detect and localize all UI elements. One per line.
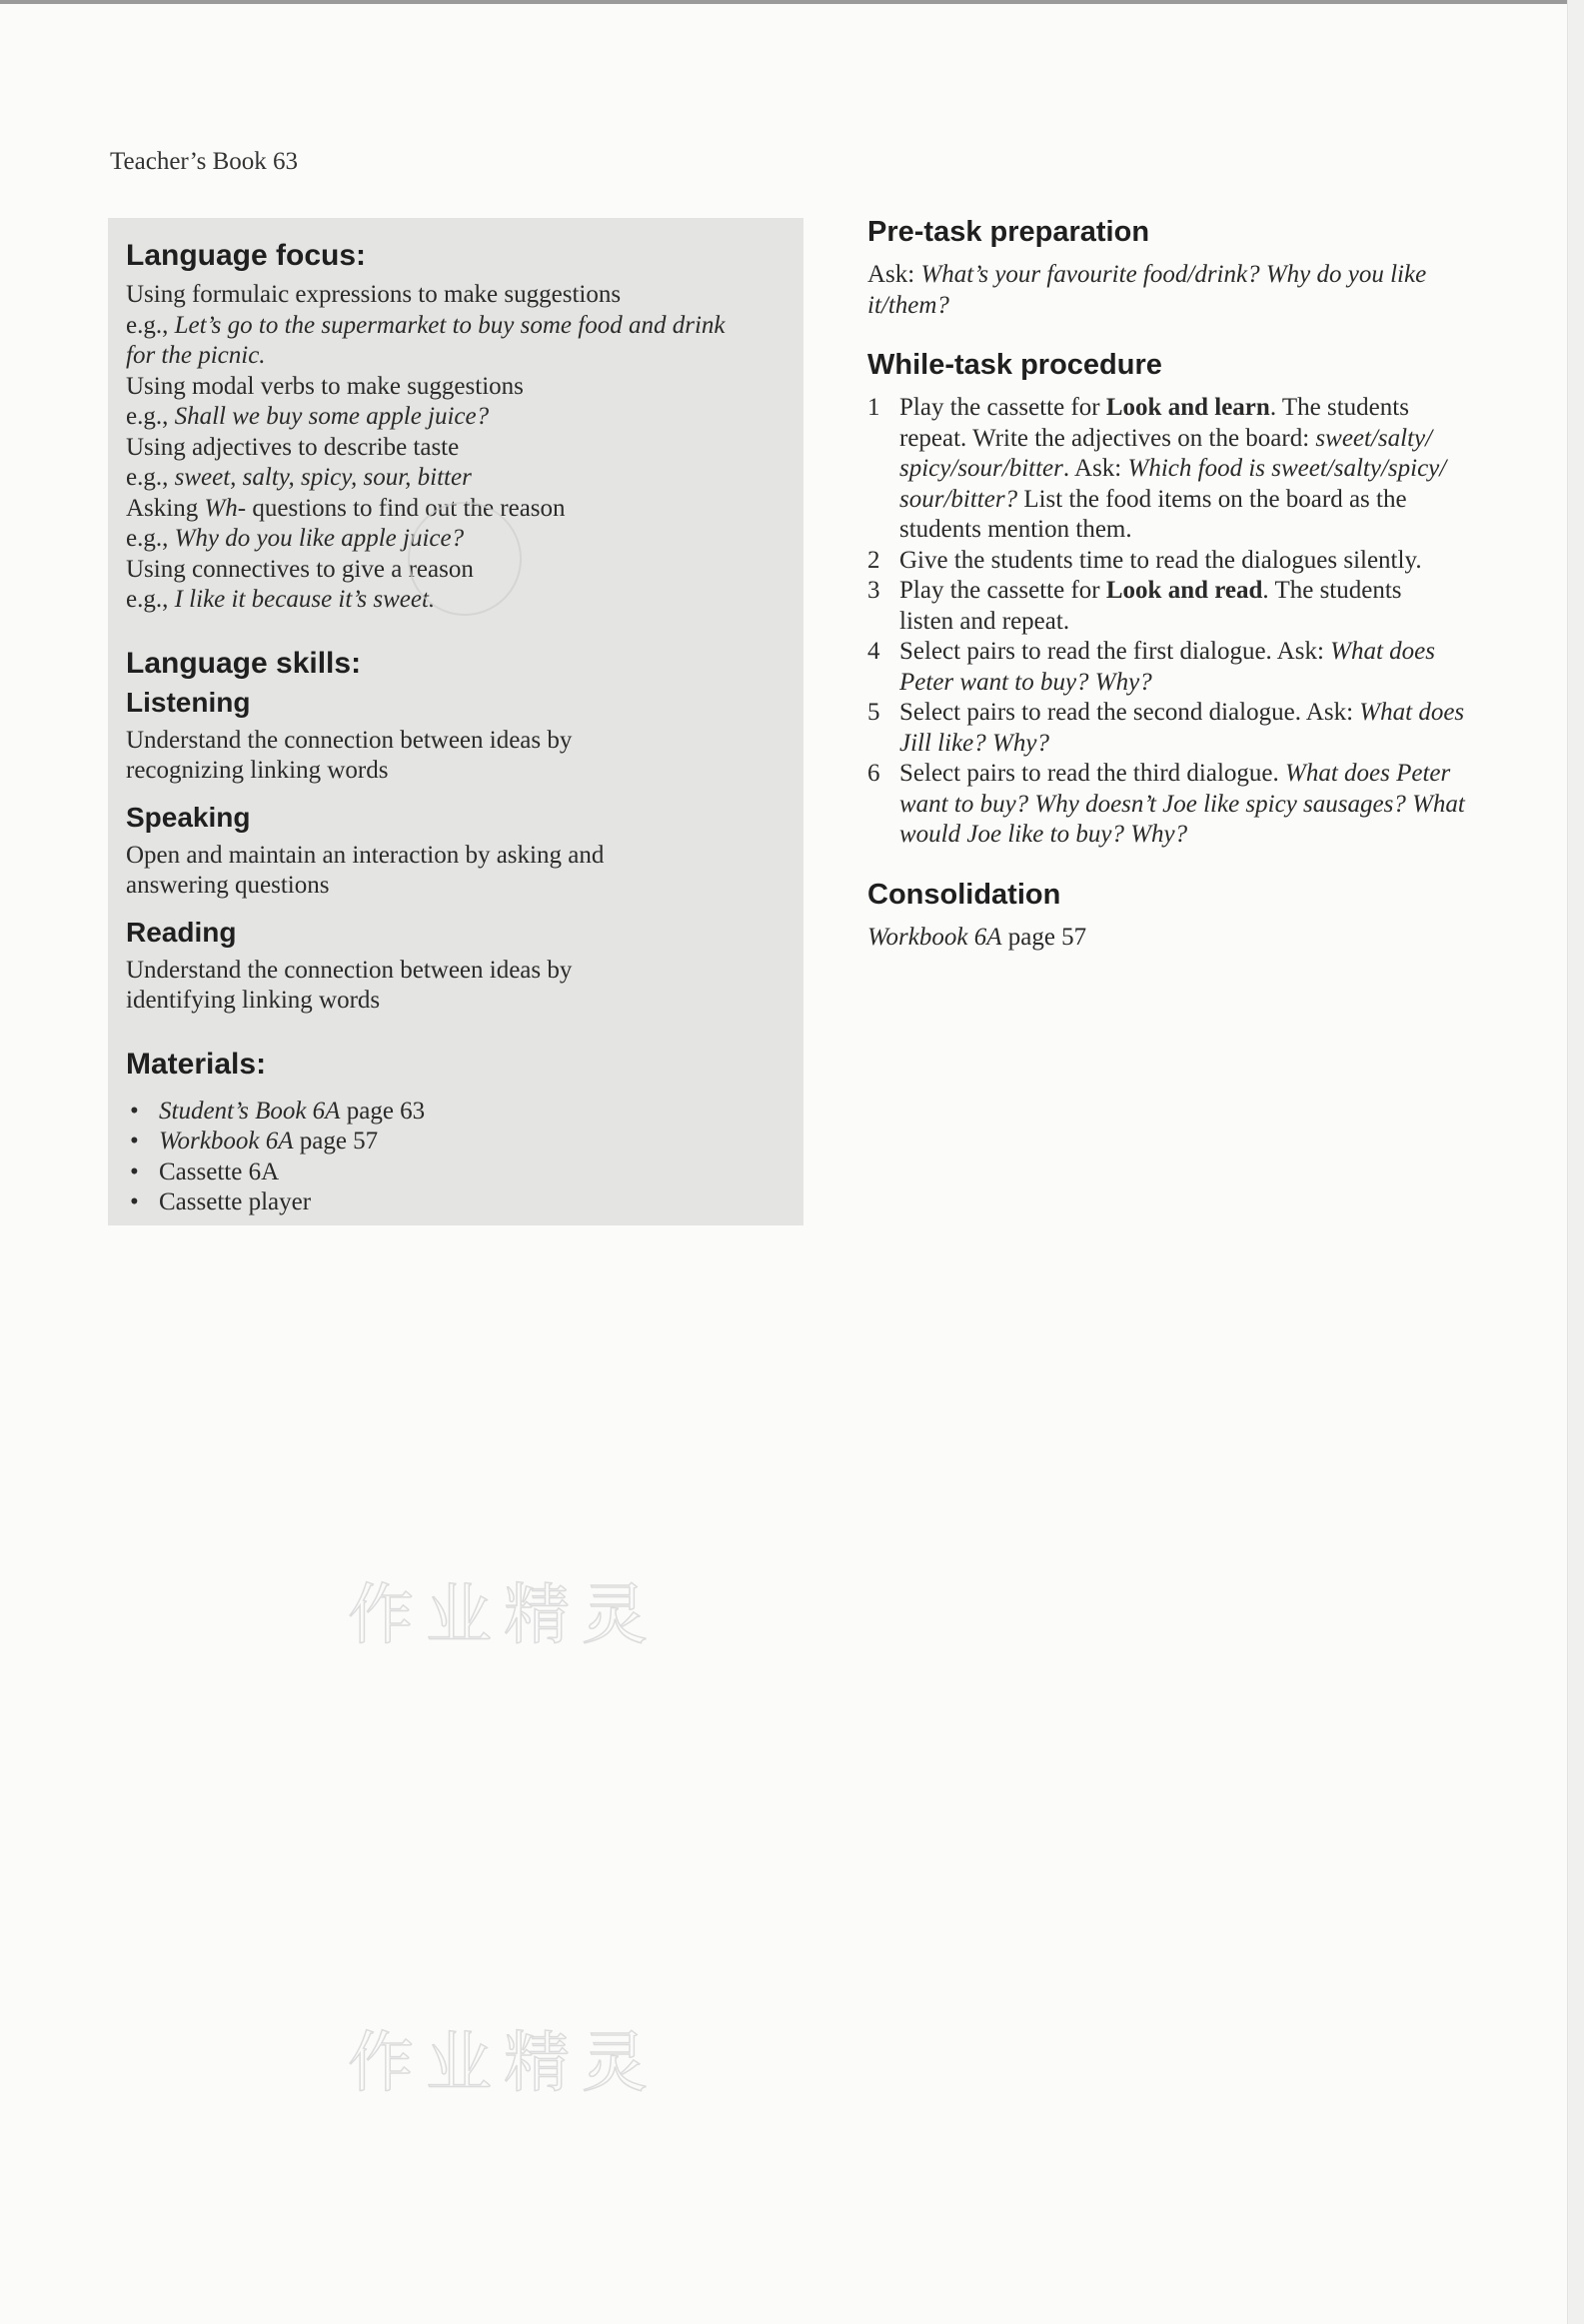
- list-item: 3 Play the cassette for Look and read. The students listen and repeat.: [867, 577, 1402, 635]
- skill-line: Understand the connection between ideas by: [126, 956, 573, 984]
- list-item: 2 Give the students time to read the dialogues silently.: [867, 546, 1422, 574]
- language-focus-title: Language focus:: [126, 239, 367, 272]
- skill-line: answering questions: [126, 872, 330, 899]
- focus-line: e.g., Let’s go to the supermarket to buy some food and drink: [126, 311, 726, 339]
- reading-body: [126, 956, 784, 1017]
- list-item: • Student’s Book 6A page 63: [130, 1097, 426, 1125]
- speaking-body: [126, 841, 784, 902]
- focus-line: e.g., sweet, salty, spicy, sour, bitter: [126, 464, 472, 491]
- skill-line: Open and maintain an interaction by asking and: [126, 841, 605, 869]
- skill-line: identifying linking words: [126, 987, 381, 1014]
- focus-line: e.g., Why do you like apple juice?: [126, 525, 465, 552]
- steps-list: [867, 393, 1557, 851]
- focus-line: Using adjectives to describe taste: [126, 433, 460, 461]
- skill-line: recognizing linking words: [126, 757, 389, 784]
- page-header: Teacher’s Book 63: [110, 148, 299, 175]
- focus-line: Using connectives to give a reason: [126, 555, 474, 583]
- list-item: • Workbook 6A page 57: [130, 1128, 379, 1155]
- watermark: 作业精灵: [348, 1576, 660, 1653]
- focus-line: Asking Wh- questions to find out the reason: [126, 494, 566, 522]
- list-item: 4 Select pairs to read the first dialogue. Ask: What does Peter want to buy? Why?: [867, 638, 1435, 696]
- skill-line: Understand the connection between ideas by: [126, 726, 573, 754]
- objectives-panel: [108, 218, 803, 1225]
- focus-line: e.g., Shall we buy some apple juice?: [126, 403, 490, 430]
- page-edge: [1567, 0, 1584, 2324]
- consolidation-body: Workbook 6A page 57: [867, 923, 1087, 951]
- top-border: [0, 0, 1584, 4]
- consolidation-section: [867, 877, 1557, 954]
- whiletask-section: [867, 347, 1557, 851]
- pretask-body: Ask: What’s your favourite food/drink? Why do you like it/them?: [867, 261, 1427, 319]
- pretask-title: Pre-task preparation: [867, 216, 1150, 248]
- focus-line: Using modal verbs to make suggestions: [126, 372, 524, 400]
- pretask-section: [867, 214, 1557, 321]
- watermark: 作业精灵: [348, 2024, 660, 2101]
- materials-title: Materials:: [126, 1047, 267, 1081]
- language-skills-title: Language skills:: [126, 646, 362, 680]
- list-item: • Cassette 6A: [130, 1158, 280, 1185]
- list-item: 1 Play the cassette for Look and learn. The students repeat. Write the adjectives on the board: sweet/salty/ spicy/sour/bitter. Ask: Which food is sweet/salty/spicy/ sour/bitter? List the food items on the board as the students mention them.: [867, 394, 1447, 543]
- list-item: 5 Select pairs to read the second dialogue. Ask: What does Jill like? Why?: [867, 699, 1465, 757]
- stamp-mark: [408, 502, 522, 616]
- materials-list: [126, 1097, 784, 1218]
- reading-title: Reading: [126, 916, 237, 948]
- focus-line: Using formulaic expressions to make suggestions: [126, 281, 622, 308]
- consolidation-title: Consolidation: [867, 878, 1061, 911]
- listening-body: [126, 726, 784, 787]
- focus-line: e.g., I like it because it’s sweet.: [126, 586, 436, 613]
- list-item: • Cassette player: [130, 1188, 312, 1215]
- focus-line: for the picnic.: [126, 342, 266, 369]
- speaking-title: Speaking: [126, 801, 251, 833]
- listening-title: Listening: [126, 686, 251, 718]
- whiletask-title: While-task procedure: [867, 349, 1162, 381]
- procedure-column: [867, 214, 1557, 953]
- list-item: 6 Select pairs to read the third dialogue. What does Peter want to buy? Why doesn’t Joe like spicy sausages? What would Joe like to buy? Why?: [867, 760, 1465, 848]
